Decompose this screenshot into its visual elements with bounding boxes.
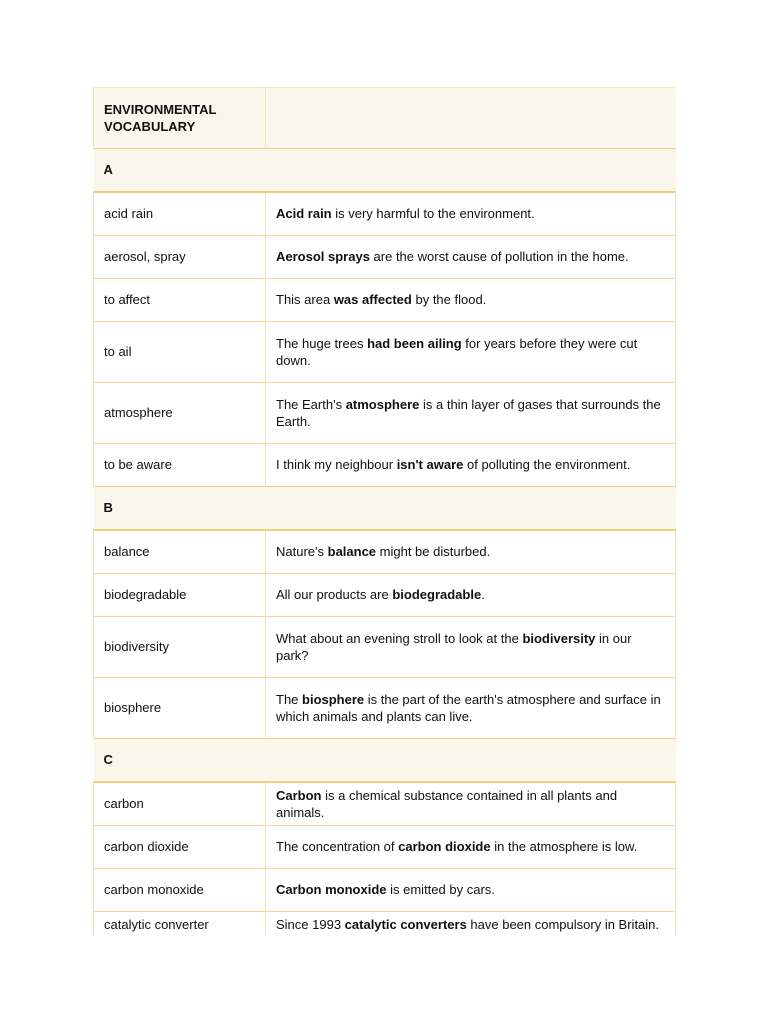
example-highlight: carbon dioxide: [398, 839, 491, 855]
example-text: have been compulsory in Britain.: [466, 917, 660, 932]
example-highlight: isn't aware: [396, 457, 464, 473]
example-text: What about an evening stroll to look at the: [276, 630, 523, 646]
term-cell: biodegradable: [94, 574, 266, 617]
example-text: All our products are: [276, 587, 393, 603]
example-highlight: atmosphere: [345, 396, 420, 412]
example-cell: [266, 617, 676, 678]
example-cell: [266, 678, 676, 739]
table-row: [94, 826, 676, 869]
table-title: [94, 88, 266, 149]
example-highlight: biodegradable: [392, 587, 482, 603]
term-cell: carbon monoxide: [94, 869, 266, 912]
term-cell: balance: [94, 530, 266, 574]
table-row: [94, 322, 676, 383]
section-letter: C: [94, 739, 676, 783]
section-header-a: [94, 149, 676, 193]
example-text: is emitted by cars.: [386, 882, 495, 898]
term-cell: biosphere: [94, 678, 266, 739]
example-text: of polluting the environment.: [463, 457, 631, 473]
example-cell: [266, 444, 676, 487]
section-letter: A: [94, 149, 676, 193]
example-text: .: [481, 587, 485, 603]
example-cell: [266, 826, 676, 869]
section-letter: B: [94, 487, 676, 531]
example-cell: [266, 383, 676, 444]
example-highlight: catalytic converters: [344, 917, 467, 932]
table-row: [94, 869, 676, 912]
table-row: [94, 574, 676, 617]
term-cell: acid rain: [94, 192, 266, 236]
example-text: Nature's: [276, 544, 328, 560]
example-text: Since 1993: [276, 917, 345, 932]
example-text: by the flood.: [411, 292, 487, 308]
example-text: in the atmosphere is low.: [490, 839, 638, 855]
example-cell: [266, 782, 676, 826]
vocabulary-table: [93, 87, 676, 946]
example-highlight: Acid rain: [276, 206, 332, 222]
example-cell: [266, 869, 676, 912]
section-header-b: [94, 487, 676, 531]
title-row: [94, 88, 676, 149]
example-text: is a chemical substance contained in all plants and animals.: [276, 787, 618, 820]
term-cell: to ail: [94, 322, 266, 383]
example-cell: [266, 192, 676, 236]
table-row: [94, 444, 676, 487]
table-row: [94, 383, 676, 444]
title-line-2: VOCABULARY: [104, 119, 196, 134]
example-text: is a thin layer of gases that surrounds the Earth.: [276, 396, 661, 429]
term-cell: atmosphere: [94, 383, 266, 444]
example-text: The concentration of: [276, 839, 399, 855]
page-bottom-margin: [0, 935, 768, 1024]
example-highlight: biosphere: [302, 691, 365, 707]
table-row: [94, 678, 676, 739]
example-text: in our park?: [276, 630, 632, 663]
example-text: This area: [276, 292, 334, 308]
example-text: are the worst cause of pollution in the home.: [369, 249, 629, 265]
example-text: is very harmful to the environment.: [331, 206, 535, 222]
example-highlight: balance: [327, 544, 377, 560]
term-cell: aerosol, spray: [94, 236, 266, 279]
example-highlight: had been ailing: [367, 335, 462, 351]
term-cell: biodiversity: [94, 617, 266, 678]
example-highlight: Carbon: [276, 787, 322, 803]
example-text: The: [276, 691, 303, 707]
term-cell: catalytic converter: [94, 912, 266, 947]
example-cell: [266, 322, 676, 383]
table-row: [94, 530, 676, 574]
example-text: The huge trees: [276, 335, 368, 351]
title-line-1: ENVIRONMENTAL: [104, 101, 217, 117]
term-cell: carbon: [94, 782, 266, 826]
term-cell: to affect: [94, 279, 266, 322]
example-highlight: was affected: [333, 292, 412, 308]
example-highlight: biodiversity: [522, 630, 596, 646]
table-row: [94, 617, 676, 678]
example-text: The Earth's: [276, 396, 346, 412]
example-cell: [266, 574, 676, 617]
title-blank-cell: [266, 88, 676, 149]
table-row: [94, 236, 676, 279]
term-cell: carbon dioxide: [94, 826, 266, 869]
table-row: [94, 192, 676, 236]
example-cell: [266, 236, 676, 279]
table-row: [94, 782, 676, 826]
example-text: might be disturbed.: [376, 544, 491, 560]
example-cell: [266, 530, 676, 574]
example-text: I think my neighbour: [276, 457, 397, 473]
example-highlight: Carbon monoxide: [276, 882, 387, 898]
term-cell: to be aware: [94, 444, 266, 487]
table-row: [94, 279, 676, 322]
example-text: for years before they were cut down.: [276, 335, 638, 368]
example-text: is the part of the earth's atmosphere and surface in which animals and plants can live.: [276, 691, 661, 724]
example-highlight: Aerosol sprays: [276, 249, 370, 265]
section-header-c: [94, 739, 676, 783]
example-cell: [266, 279, 676, 322]
